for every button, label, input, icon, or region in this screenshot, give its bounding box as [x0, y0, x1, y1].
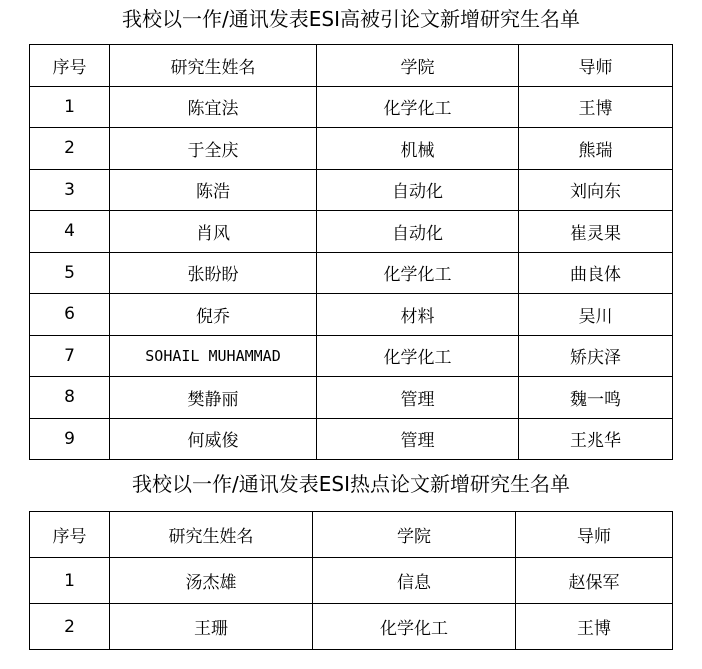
header-college: 学院 — [317, 45, 519, 87]
cell-index: 7 — [30, 335, 110, 377]
table-row — [30, 558, 673, 604]
header-advisor: 导师 — [519, 45, 673, 87]
table2-title: 我校以一作/通讯发表ESI热点论文新增研究生名单 — [132, 472, 570, 496]
table-row — [30, 604, 673, 650]
cell-student-name: 汤杰雄 — [110, 558, 313, 604]
header-row — [30, 45, 673, 87]
table-row — [30, 128, 673, 170]
table-row — [30, 418, 673, 460]
cell-index: 6 — [30, 294, 110, 336]
cell-index: 8 — [30, 377, 110, 419]
cell-index: 2 — [30, 604, 110, 650]
header-student-name: 研究生姓名 — [110, 512, 313, 558]
cell-student-name: 张盼盼 — [110, 252, 317, 294]
cell-student-name: SOHAIL MUHAMMAD — [110, 335, 317, 377]
cell-college: 自动化 — [317, 211, 519, 253]
table-row — [30, 211, 673, 253]
cell-student-name: 何威俊 — [110, 418, 317, 460]
table-row — [30, 294, 673, 336]
table-row — [30, 335, 673, 377]
cell-index: 5 — [30, 252, 110, 294]
cell-college: 化学化工 — [317, 335, 519, 377]
table-row — [30, 86, 673, 128]
cell-advisor: 刘向东 — [519, 169, 673, 211]
cell-advisor: 矫庆泽 — [519, 335, 673, 377]
cell-advisor: 王博 — [519, 86, 673, 128]
cell-student-name: 王珊 — [110, 604, 313, 650]
cell-advisor: 赵保军 — [516, 558, 673, 604]
cell-advisor: 王博 — [516, 604, 673, 650]
cell-college: 机械 — [317, 128, 519, 170]
table-row — [30, 252, 673, 294]
cell-student-name: 陈宜法 — [110, 86, 317, 128]
cell-college: 化学化工 — [317, 252, 519, 294]
table-row — [30, 377, 673, 419]
cell-advisor: 崔灵果 — [519, 211, 673, 253]
cell-index: 4 — [30, 211, 110, 253]
header-college: 学院 — [313, 512, 516, 558]
cell-student-name: 倪乔 — [110, 294, 317, 336]
header-index: 序号 — [30, 45, 110, 87]
cell-advisor: 王兆华 — [519, 418, 673, 460]
cell-student-name: 肖风 — [110, 211, 317, 253]
cell-student-name: 陈浩 — [110, 169, 317, 211]
header-row — [30, 512, 673, 558]
cell-college: 信息 — [313, 558, 516, 604]
high-cited-table — [29, 44, 673, 460]
cell-college: 管理 — [317, 377, 519, 419]
table1-title: 我校以一作/通讯发表ESI高被引论文新增研究生名单 — [122, 7, 580, 31]
cell-advisor: 吴川 — [519, 294, 673, 336]
header-index: 序号 — [30, 512, 110, 558]
cell-college: 化学化工 — [317, 86, 519, 128]
cell-college: 化学化工 — [313, 604, 516, 650]
cell-index: 3 — [30, 169, 110, 211]
cell-advisor: 曲良体 — [519, 252, 673, 294]
cell-college: 管理 — [317, 418, 519, 460]
cell-index: 1 — [30, 558, 110, 604]
header-advisor: 导师 — [516, 512, 673, 558]
cell-college: 材料 — [317, 294, 519, 336]
cell-student-name: 于全庆 — [110, 128, 317, 170]
table-row — [30, 169, 673, 211]
cell-index: 1 — [30, 86, 110, 128]
cell-advisor: 魏一鸣 — [519, 377, 673, 419]
header-student-name: 研究生姓名 — [110, 45, 317, 87]
cell-advisor: 熊瑞 — [519, 128, 673, 170]
cell-index: 9 — [30, 418, 110, 460]
cell-index: 2 — [30, 128, 110, 170]
hot-paper-table — [29, 511, 673, 650]
cell-college: 自动化 — [317, 169, 519, 211]
cell-student-name: 樊静丽 — [110, 377, 317, 419]
